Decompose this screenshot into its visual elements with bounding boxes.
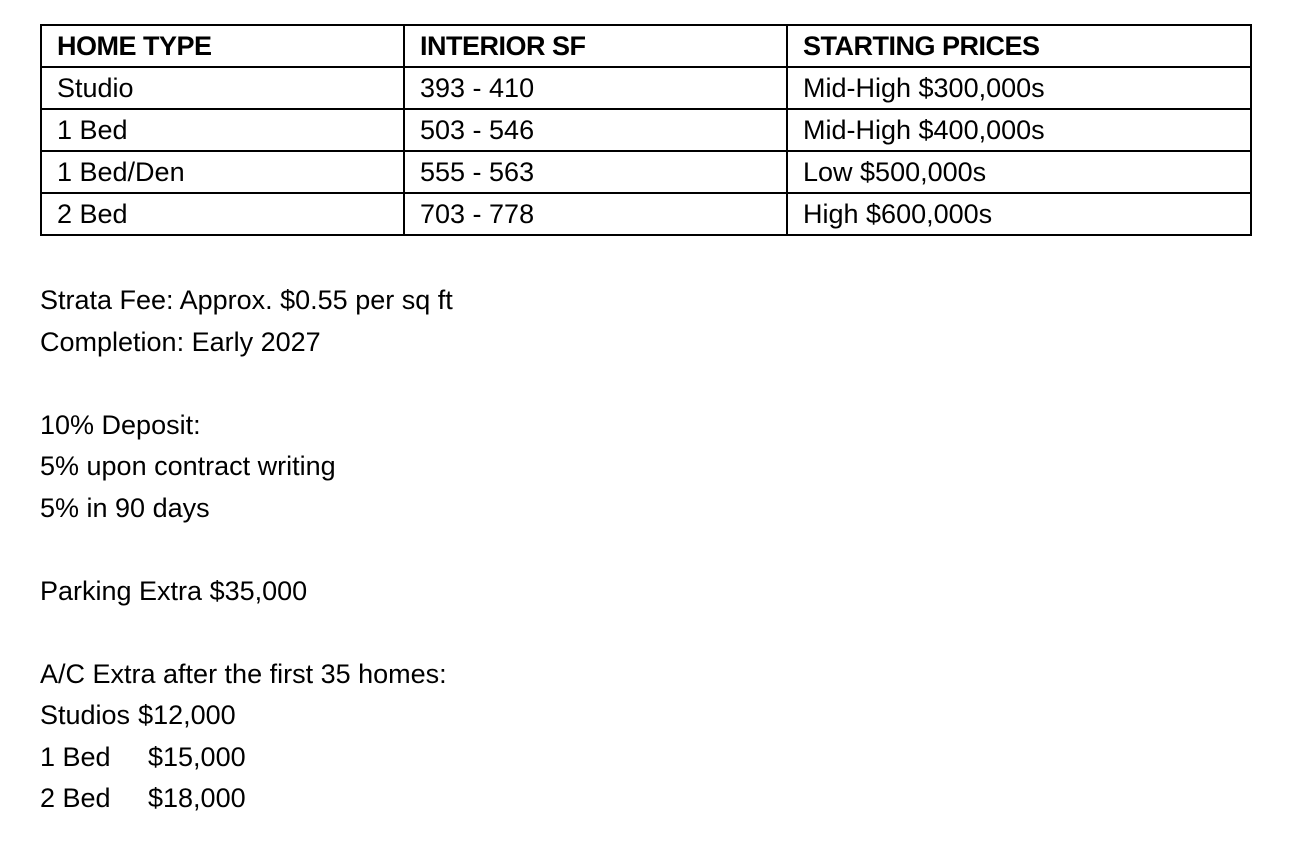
spacer <box>40 529 1252 571</box>
table-row <box>41 193 1251 235</box>
deposit-title: 10% Deposit: <box>40 409 201 440</box>
ac-item-price: $18,000 <box>148 783 246 813</box>
table-row <box>41 151 1251 193</box>
strata-fee-text: Strata Fee: Approx. $0.55 per sq ft <box>40 285 453 315</box>
deposit-line: 5% in 90 days <box>40 492 210 523</box>
ac-item-price: $15,000 <box>148 741 246 772</box>
table-header-row <box>41 25 1251 67</box>
ac-title: A/C Extra after the first 35 homes: <box>40 658 447 689</box>
document <box>40 24 1252 820</box>
cell-interior-sf: 555 - 563 <box>404 151 787 193</box>
cell-starting-price: Low $500,000s <box>787 151 1251 193</box>
ac-item <box>40 778 1252 820</box>
cell-interior-sf: 393 - 410 <box>404 67 787 109</box>
ac-item-type: Studios <box>40 700 131 730</box>
notes-section <box>40 280 1252 820</box>
parking-text: Parking Extra $35,000 <box>40 575 308 606</box>
cell-interior-sf: 703 - 778 <box>404 193 787 235</box>
cell-starting-price: Mid-High $400,000s <box>787 109 1251 151</box>
cell-home-type: Studio <box>41 67 404 109</box>
ac-item-type: 1 Bed <box>40 741 111 772</box>
header-starting-prices: STARTING PRICES <box>787 25 1251 67</box>
cell-starting-price: Mid-High $300,000s <box>787 67 1251 109</box>
ac-item-type: 2 Bed <box>40 783 111 813</box>
table-row <box>41 67 1251 109</box>
header-interior-sf: INTERIOR SF <box>404 25 787 67</box>
ac-item <box>40 695 1252 737</box>
ac-item-price: $12,000 <box>138 700 236 730</box>
spacer <box>40 612 1252 654</box>
spacer <box>40 363 1252 405</box>
cell-starting-price: High $600,000s <box>787 193 1251 235</box>
table-row <box>41 109 1251 151</box>
completion-text: Completion: Early 2027 <box>40 326 321 357</box>
cell-interior-sf: 503 - 546 <box>404 109 787 151</box>
pricing-table <box>40 24 1252 236</box>
ac-item <box>40 737 1252 779</box>
deposit-line: 5% upon contract writing <box>40 451 336 481</box>
cell-home-type: 2 Bed <box>41 193 404 235</box>
header-home-type: HOME TYPE <box>41 25 404 67</box>
cell-home-type: 1 Bed/Den <box>41 151 404 193</box>
cell-home-type: 1 Bed <box>41 109 404 151</box>
